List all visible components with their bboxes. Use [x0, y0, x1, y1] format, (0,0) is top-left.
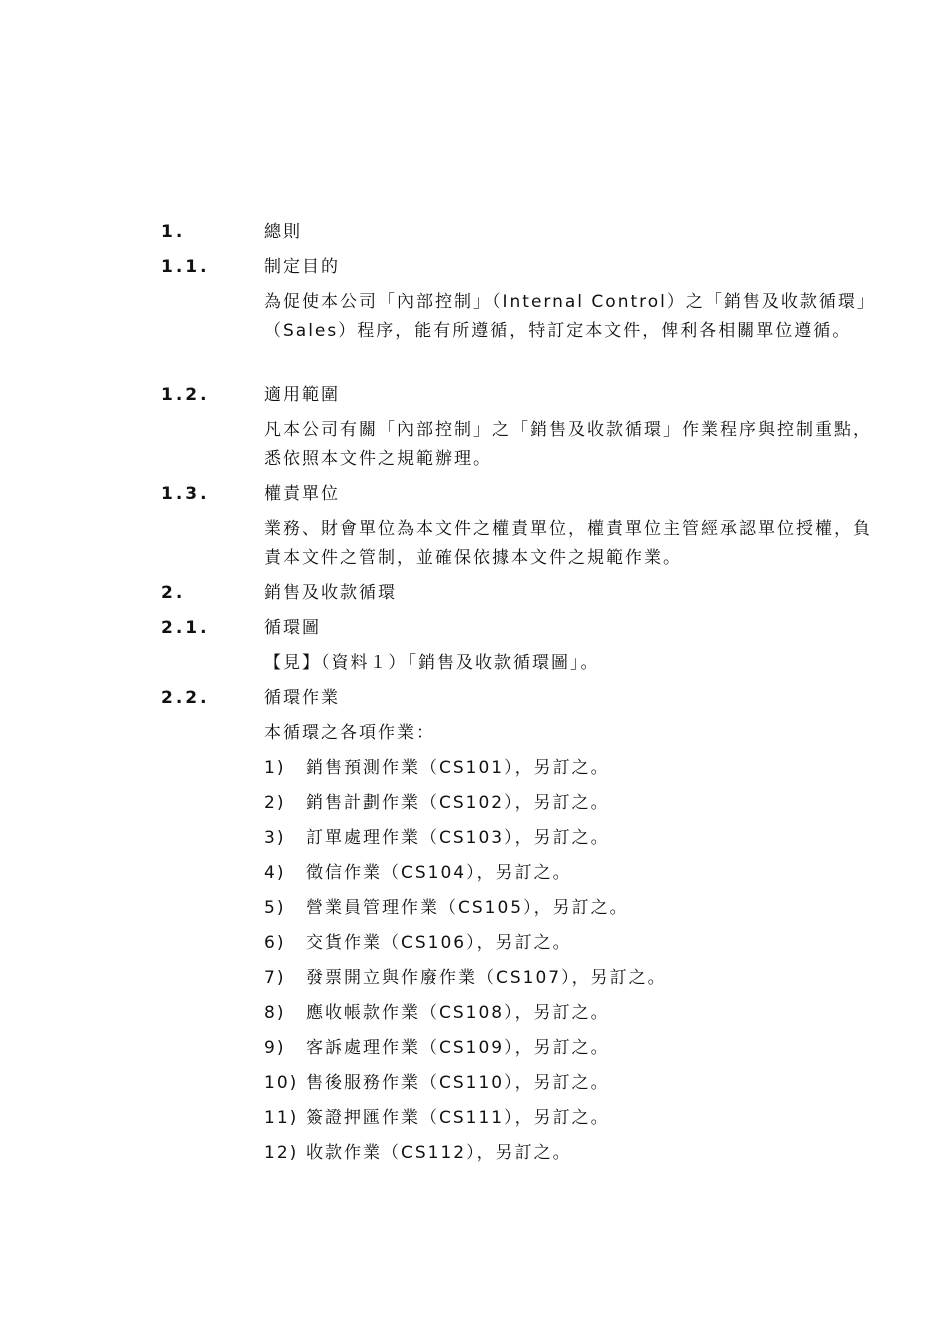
list-item	[264, 930, 572, 956]
list-item-text: 發票開立與作廢作業（CS107），另訂之。	[306, 968, 667, 988]
list-item-text: 售後服務作業（CS110），另訂之。	[306, 1073, 610, 1093]
section-number: 2.	[161, 583, 186, 603]
list-item-text: 銷售預測作業（CS101），另訂之。	[306, 758, 610, 778]
section-number: 2.1.	[161, 618, 210, 638]
list-item-text: 交貨作業（CS106），另訂之。	[306, 933, 572, 953]
list-item	[264, 1140, 572, 1166]
section-number: 1.2.	[161, 385, 210, 405]
list-item-text: 銷售計劃作業（CS102），另訂之。	[306, 793, 610, 813]
list-item-text: 簽證押匯作業（CS111），另訂之。	[306, 1108, 610, 1128]
list-marker: 2)	[264, 793, 286, 813]
list-item-text: 營業員管理作業（CS105），另訂之。	[306, 898, 629, 918]
list-marker: 1)	[264, 758, 286, 778]
section-title: 循環作業	[264, 688, 340, 708]
list-marker: 8)	[264, 1003, 286, 1023]
scope-paragraph: 凡本公司有關「內部控制」之「銷售及收款循環」作業程序與控制重點，悉依照本文件之規範辦理。	[264, 420, 872, 469]
section-title: 銷售及收款循環	[264, 583, 397, 603]
section-number: 1.3.	[161, 484, 210, 504]
list-marker: 10)	[264, 1073, 299, 1093]
list-item	[264, 1105, 610, 1131]
list-item	[264, 790, 610, 816]
list-marker: 7)	[264, 968, 286, 988]
section-title: 總則	[264, 222, 302, 242]
list-marker: 11)	[264, 1108, 299, 1128]
diagram-reference: 【見】（資料１）「銷售及收款循環圖」。	[264, 653, 600, 673]
list-item	[264, 895, 629, 921]
list-item	[264, 825, 610, 851]
list-item	[264, 1000, 610, 1026]
section-title: 適用範圍	[264, 385, 340, 405]
list-marker: 9)	[264, 1038, 286, 1058]
list-marker: 6)	[264, 933, 286, 953]
section-number: 1.	[161, 222, 186, 242]
list-item-text: 應收帳款作業（CS108），另訂之。	[306, 1003, 610, 1023]
list-item-text: 徵信作業（CS104），另訂之。	[306, 863, 572, 883]
list-item	[264, 1035, 610, 1061]
list-item	[264, 755, 610, 781]
responsibility-paragraph: 業務、財會單位為本文件之權責單位，權責單位主管經承認單位授權，負責本文件之管制，並確保依據本文件之規範作業。	[264, 519, 872, 568]
section-number: 1.1.	[161, 257, 210, 277]
section-title: 制定目的	[264, 257, 340, 277]
list-item-text: 收款作業（CS112），另訂之。	[306, 1143, 572, 1163]
list-marker: 12)	[264, 1143, 299, 1163]
list-marker: 5)	[264, 898, 286, 918]
purpose-paragraph: 為促使本公司「內部控制」（Internal Control）之「銷售及收款循環」（Sales）程序，能有所遵循，特訂定本文件，俾利各相關單位遵循。	[264, 292, 876, 341]
list-item	[264, 860, 572, 886]
section-title: 循環圖	[264, 618, 321, 638]
list-marker: 3)	[264, 828, 286, 848]
operations-intro: 本循環之各項作業：	[264, 723, 435, 743]
list-item-text: 客訴處理作業（CS109），另訂之。	[306, 1038, 610, 1058]
section-number: 2.2.	[161, 688, 210, 708]
list-item	[264, 965, 667, 991]
section-title: 權責單位	[264, 484, 340, 504]
list-item	[264, 1070, 610, 1096]
list-item-text: 訂單處理作業（CS103），另訂之。	[306, 828, 610, 848]
list-marker: 4)	[264, 863, 286, 883]
